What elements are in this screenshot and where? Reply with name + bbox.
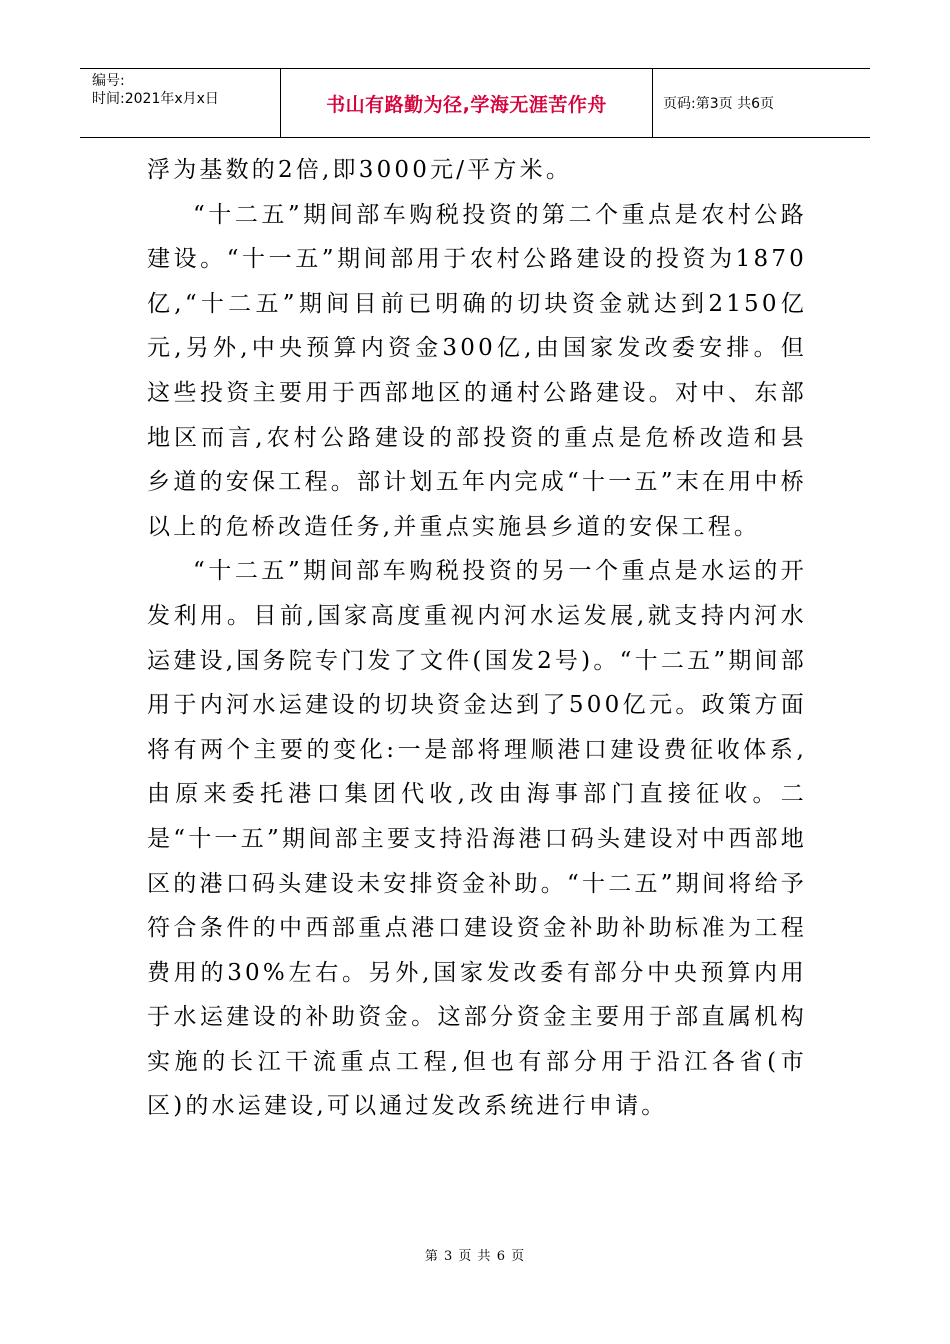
header-page-info: 页码:第3页 共6页 (663, 96, 774, 112)
paragraph-continuation: 浮为基数的2倍,即3000元/平方米。 (147, 157, 573, 183)
header-motto: 书山有路勤为径,学海无涯苦作舟 (326, 93, 607, 116)
document-body (147, 148, 807, 1129)
page-footer: 第 3 页 共 6 页 (424, 1249, 526, 1264)
header-motto-cell (281, 69, 653, 137)
header-meta (80, 69, 281, 137)
page-header (80, 68, 870, 138)
paragraph-rural-roads: “十二五”期间部车购税投资的第二个重点是农村公路建设。“十一五”期间部用于农村公路建设的投资为1870亿,“十二五”期间目前已明确的切块资金就达到2150亿元,另外,中央预算内资金300亿,由国家发改委安排。但这些投资主要用于西部地区的通村公路建设。对中、东部地区而言,农村公路建设的部投资的重点是危桥改造和县乡道的安保工程。部计划五年内完成“十一五”末在用中桥以上的危桥改造任务,并重点实施县乡道的安保工程。 (147, 201, 807, 540)
document-time-label: 时间:2021年x月x日 (92, 91, 219, 107)
document-number-label: 编号: (92, 73, 125, 89)
paragraph-waterways: “十二五”期间部车购税投资的另一个重点是水运的开发利用。目前,国家高度重视内河水运发展,就支持内河水运建设,国务院专门发了文件(国发2号)。“十二五”期间部用于内河水运建设的切块资金达到了500亿元。政策方面将有两个主要的变化:一是部将理顺港口建设费征收体系,由原来委托港口集团代收,改由海事部门直接征收。二是“十一五”期间部主要支持沿海港口码头建设对中西部地区的港口码头建设未安排资金补助。“十二五”期间将给予符合条件的中西部重点港口建设资金补助补助标准为工程费用的30%左右。另外,国家发改委有部分中央预算内用于水运建设的补助资金。这部分资金主要用于部直属机构实施的长江干流重点工程,但也有部分用于沿江各省(市区)的水运建设,可以通过发改系统进行申请。 (147, 558, 807, 1120)
